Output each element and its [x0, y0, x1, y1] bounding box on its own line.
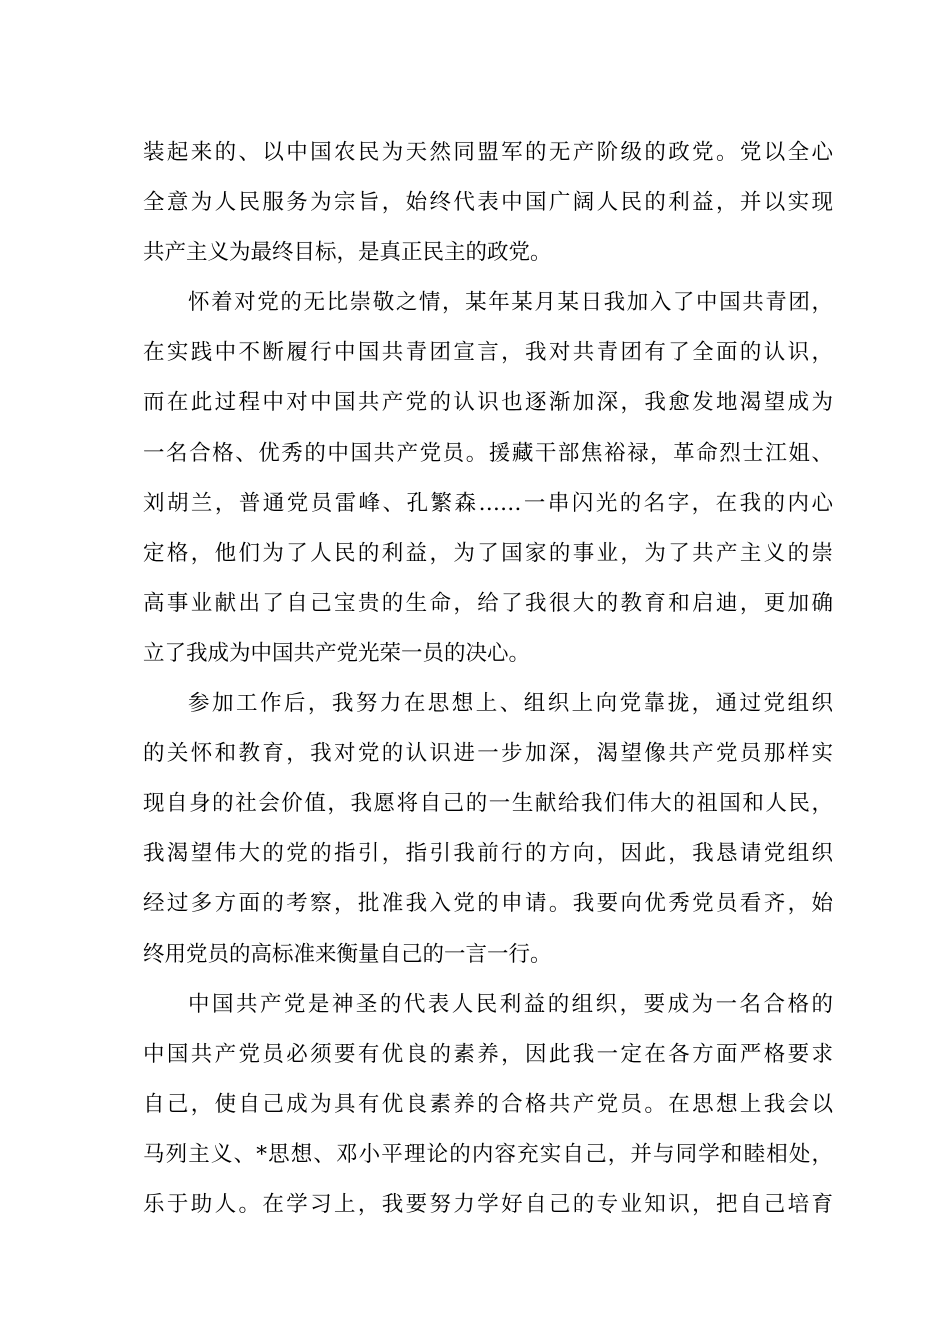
- text-line: 装起来的、以中国农民为天然同盟军的无产阶级的政党。党以全心: [143, 140, 833, 165]
- text-line: 的关怀和教育，我对党的认识进一步加深，渴望像共产党员那样实: [143, 741, 833, 767]
- text-line: 高事业献出了自己宝贵的生命，给了我很大的教育和启迪，更加确: [143, 590, 833, 616]
- text-line: 全意为人民服务为宗旨，始终代表中国广阔人民的利益，并以实现: [143, 190, 833, 216]
- text-line: 一名合格、优秀的中国共产党员。援藏干部焦裕禄，革命烈士江姐、: [143, 440, 833, 466]
- text-line: 在实践中不断履行中国共青团宣言，我对共青团有了全面的认识，: [143, 340, 833, 366]
- text-line: 参加工作后，我努力在思想上、组织上向党靠拢，通过党组织: [188, 691, 833, 717]
- text-line: 中国共产党是神圣的代表人民利益的组织，要成为一名合格的: [188, 991, 833, 1017]
- text-line: 定格，他们为了人民的利益，为了国家的事业，为了共产主义的崇: [143, 540, 833, 566]
- text-line: 终用党员的高标准来衡量自己的一言一行。: [143, 941, 552, 967]
- text-line: 自己，使自己成为具有优良素养的合格共产党员。在思想上我会以: [143, 1091, 833, 1117]
- text-line: 现自身的社会价值，我愿将自己的一生献给我们伟大的祖国和人民，: [143, 791, 833, 817]
- text-line: 经过多方面的考察，批准我入党的申请。我要向优秀党员看齐，始: [143, 891, 833, 917]
- text-line: 乐于助人。在学习上，我要努力学好自己的专业知识，把自己培育: [143, 1191, 833, 1217]
- text-line: 刘胡兰，普通党员雷峰、孔繁森……一串闪光的名字，在我的内心: [143, 490, 833, 516]
- text-line: 而在此过程中对中国共产党的认识也逐渐加深，我愈发地渴望成为: [143, 390, 833, 416]
- text-line: 中国共产党员必须要有优良的素养，因此我一定在各方面严格要求: [143, 1041, 833, 1067]
- text-line: 怀着对党的无比崇敬之情，某年某月某日我加入了中国共青团，: [188, 290, 833, 316]
- text-line: 我渴望伟大的党的指引，指引我前行的方向，因此，我恳请党组织: [143, 841, 833, 867]
- text-line: 共产主义为最终目标，是真正民主的政党。: [143, 240, 552, 266]
- text-line: 马列主义、*思想、邓小平理论的内容充实自己，并与同学和睦相处，: [143, 1141, 833, 1167]
- text-line: 立了我成为中国共产党光荣一员的决心。: [143, 640, 531, 666]
- body-text: [143, 128, 833, 1230]
